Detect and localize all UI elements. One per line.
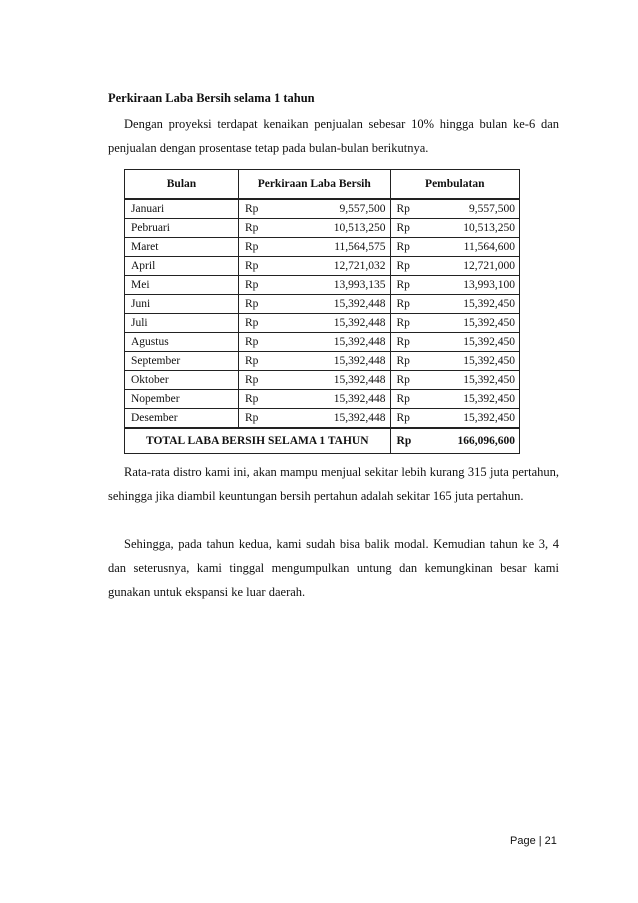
rounded-currency-cell: Rp xyxy=(390,352,433,371)
estimate-value-cell: 12,721,032 xyxy=(292,257,390,276)
estimate-currency-cell: Rp xyxy=(238,371,292,390)
rounded-currency-cell: Rp xyxy=(390,257,433,276)
table-row xyxy=(125,333,520,352)
estimate-value-cell: 10,513,250 xyxy=(292,219,390,238)
rounded-currency-cell: Rp xyxy=(390,238,433,257)
month-cell: Desember xyxy=(125,409,239,429)
estimate-currency-cell: Rp xyxy=(238,257,292,276)
total-label: TOTAL LABA BERSIH SELAMA 1 TAHUN xyxy=(125,428,391,454)
estimate-value-cell: 15,392,448 xyxy=(292,295,390,314)
estimate-value-cell: 15,392,448 xyxy=(292,352,390,371)
estimate-currency-cell: Rp xyxy=(238,390,292,409)
rounded-value-cell: 15,392,450 xyxy=(433,390,520,409)
estimate-currency-cell: Rp xyxy=(238,276,292,295)
month-cell: Mei xyxy=(125,276,239,295)
estimate-currency-cell: Rp xyxy=(238,314,292,333)
table-row xyxy=(125,219,520,238)
table-row xyxy=(125,371,520,390)
estimate-currency-cell: Rp xyxy=(238,199,292,219)
rounded-value-cell: 15,392,450 xyxy=(433,333,520,352)
month-cell: Juli xyxy=(125,314,239,333)
estimate-currency-cell: Rp xyxy=(238,333,292,352)
table-row xyxy=(125,199,520,219)
rounded-currency-cell: Rp xyxy=(390,409,433,429)
table-row xyxy=(125,295,520,314)
table-row xyxy=(125,390,520,409)
estimate-value-cell: 15,392,448 xyxy=(292,371,390,390)
profit-estimate-table xyxy=(124,169,520,454)
paragraph-3-text: Sehingga, pada tahun kedua, kami sudah bisa balik modal. Kemudian tahun ke 3, 4 dan seterusnya, kami tinggal mengumpulkan untung dan kemungkinan besar kami gunakan untuk ekspansi ke luar daerah. xyxy=(108,537,559,599)
paragraph-2 xyxy=(108,460,559,508)
total-value: 166,096,600 xyxy=(433,428,520,454)
estimate-currency-cell: Rp xyxy=(238,219,292,238)
estimate-value-cell: 15,392,448 xyxy=(292,314,390,333)
estimate-value-cell: 15,392,448 xyxy=(292,333,390,352)
rounded-currency-cell: Rp xyxy=(390,295,433,314)
estimate-currency-cell: Rp xyxy=(238,352,292,371)
intro-paragraph-text: Dengan proyeksi terdapat kenaikan penjualan sebesar 10% hingga bulan ke-6 dan penjualan dengan prosentase tetap pada bulan-bulan berikutnya. xyxy=(108,117,559,155)
estimate-value-cell: 9,557,500 xyxy=(292,199,390,219)
month-cell: Maret xyxy=(125,238,239,257)
paragraph-2-text: Rata-rata distro kami ini, akan mampu menjual sekitar lebih kurang 315 juta pertahun, sehingga jika diambil keuntungan bersih pertahun adalah sekitar 165 juta pertahun. xyxy=(108,465,559,503)
rounded-currency-cell: Rp xyxy=(390,371,433,390)
table-row xyxy=(125,409,520,429)
month-cell: Pebruari xyxy=(125,219,239,238)
month-cell: Juni xyxy=(125,295,239,314)
estimate-currency-cell: Rp xyxy=(238,295,292,314)
month-cell: April xyxy=(125,257,239,276)
rounded-currency-cell: Rp xyxy=(390,199,433,219)
table-row xyxy=(125,314,520,333)
rounded-currency-cell: Rp xyxy=(390,276,433,295)
month-cell: Oktober xyxy=(125,371,239,390)
paragraph-3 xyxy=(108,532,559,604)
header-month: Bulan xyxy=(125,170,239,200)
rounded-currency-cell: Rp xyxy=(390,219,433,238)
table-row xyxy=(125,257,520,276)
month-cell: Agustus xyxy=(125,333,239,352)
rounded-value-cell: 15,392,450 xyxy=(433,314,520,333)
rounded-value-cell: 12,721,000 xyxy=(433,257,520,276)
total-currency: Rp xyxy=(390,428,433,454)
table-row xyxy=(125,352,520,371)
rounded-currency-cell: Rp xyxy=(390,390,433,409)
total-row xyxy=(125,428,520,454)
table-row xyxy=(125,238,520,257)
rounded-value-cell: 15,392,450 xyxy=(433,352,520,371)
rounded-value-cell: 9,557,500 xyxy=(433,199,520,219)
estimate-value-cell: 15,392,448 xyxy=(292,409,390,429)
intro-paragraph xyxy=(108,112,559,160)
table-header-row xyxy=(125,170,520,200)
month-cell: Nopember xyxy=(125,390,239,409)
month-cell: September xyxy=(125,352,239,371)
estimate-value-cell: 15,392,448 xyxy=(292,390,390,409)
table-row xyxy=(125,276,520,295)
estimate-value-cell: 13,993,135 xyxy=(292,276,390,295)
section-title: Perkiraan Laba Bersih selama 1 tahun xyxy=(108,91,315,105)
month-cell: Januari xyxy=(125,199,239,219)
table-body xyxy=(125,199,520,428)
rounded-value-cell: 13,993,100 xyxy=(433,276,520,295)
estimate-value-cell: 11,564,575 xyxy=(292,238,390,257)
header-rounded: Pembulatan xyxy=(390,170,519,200)
rounded-value-cell: 10,513,250 xyxy=(433,219,520,238)
page-number: Page | 21 xyxy=(510,835,557,847)
estimate-currency-cell: Rp xyxy=(238,238,292,257)
rounded-value-cell: 11,564,600 xyxy=(433,238,520,257)
estimate-currency-cell: Rp xyxy=(238,409,292,429)
rounded-currency-cell: Rp xyxy=(390,333,433,352)
rounded-currency-cell: Rp xyxy=(390,314,433,333)
rounded-value-cell: 15,392,450 xyxy=(433,409,520,429)
rounded-value-cell: 15,392,450 xyxy=(433,371,520,390)
rounded-value-cell: 15,392,450 xyxy=(433,295,520,314)
header-estimate: Perkiraan Laba Bersih xyxy=(238,170,390,200)
